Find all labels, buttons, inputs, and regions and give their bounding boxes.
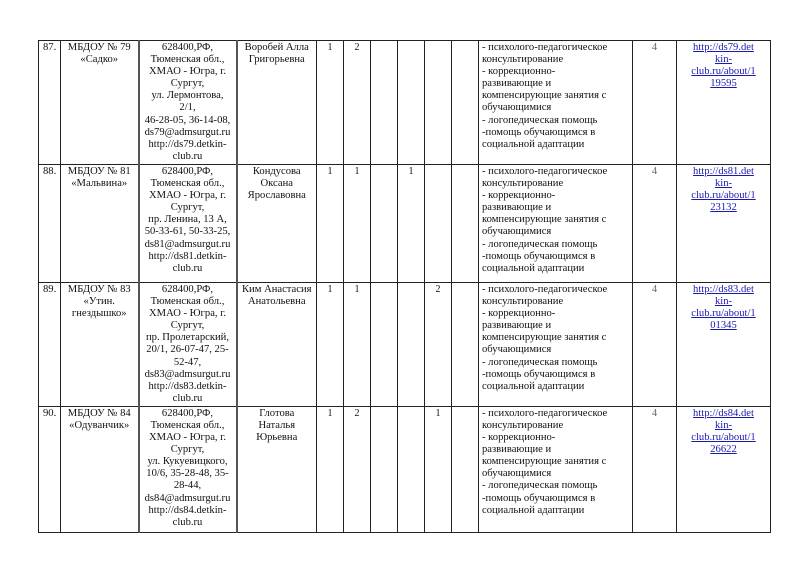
- table-row: [39, 406, 771, 532]
- row-number: 90.: [39, 406, 61, 532]
- count-cell-1: 1: [317, 406, 344, 532]
- count-cell-4: [398, 282, 425, 406]
- institution-address: 628400,РФ, Тюменская обл., ХМАО - Югра, г. Сургут, ул. Кукуевицкого, 10/6, 35-28-48, 35- 28-44, ds84@admsurgut.ru http://ds84.detkin- club.ru: [139, 406, 237, 532]
- link-cell: [677, 282, 771, 406]
- count-cell-5: 2: [425, 282, 452, 406]
- row-number: 89.: [39, 282, 61, 406]
- count-cell-6: [452, 41, 479, 165]
- count-cell-5: 1: [425, 406, 452, 532]
- head-name: Воробей Алла Григорьевна: [237, 41, 317, 165]
- head-name: Глотова Наталья Юрьевна: [237, 406, 317, 532]
- count-cell-4: [398, 41, 425, 165]
- count-cell-3: [371, 164, 398, 282]
- row-number: 87.: [39, 41, 61, 165]
- count-cell-2: 1: [344, 282, 371, 406]
- website-link[interactable]: http://ds79.det kin- club.ru/about/1 19595: [691, 42, 756, 90]
- count-cell-1: 1: [317, 164, 344, 282]
- link-cell: [677, 164, 771, 282]
- count-cell-6: [452, 282, 479, 406]
- head-name: Ким Анастасия Анатольевна: [237, 282, 317, 406]
- count-cell-5: [425, 164, 452, 282]
- services-list: - психолого-педагогическое консультирование - коррекционно- развивающие и компенсирующие занятия с обучающимися - логопедическая помощь -помощь обучающимся в социальной адаптации: [479, 282, 633, 406]
- link-cell: [677, 41, 771, 165]
- services-count: 4: [633, 406, 677, 532]
- count-cell-5: [425, 41, 452, 165]
- row-number: 88.: [39, 164, 61, 282]
- count-cell-6: [452, 406, 479, 532]
- count-cell-2: 2: [344, 406, 371, 532]
- link-cell: [677, 406, 771, 532]
- institution-name: МБДОУ № 83 «Утин. гнездышко»: [61, 282, 139, 406]
- services-count: 4: [633, 164, 677, 282]
- count-cell-6: [452, 164, 479, 282]
- website-link[interactable]: http://ds81.det kin- club.ru/about/1 23132: [691, 165, 756, 214]
- count-cell-3: [371, 282, 398, 406]
- services-list: - психолого-педагогическое консультирование - коррекционно- развивающие и компенсирующие занятия с обучающимися - логопедическая помощь -помощь обучающимся в социальной адаптации: [479, 164, 633, 282]
- count-cell-4: 1: [398, 164, 425, 282]
- count-cell-3: [371, 406, 398, 532]
- table-row: [39, 41, 771, 165]
- count-cell-3: [371, 41, 398, 165]
- institution-address: 628400,РФ, Тюменская обл., ХМАО - Югра, г. Сургут, ул. Лермонтова, 2/1, 46-28-05, 36-14-08, ds79@admsurgut.ru http://ds79.detkin- club.ru: [139, 41, 237, 165]
- head-name: Кондусова Оксана Ярославовна: [237, 164, 317, 282]
- count-cell-4: [398, 406, 425, 532]
- services-list: - психолого-педагогическое консультирование - коррекционно- развивающие и компенсирующие занятия с обучающимися - логопедическая помощь -помощь обучающимся в социальной адаптации: [479, 41, 633, 165]
- count-cell-2: 2: [344, 41, 371, 165]
- institutions-table: [38, 40, 771, 533]
- services-count: 4: [633, 41, 677, 165]
- count-cell-2: 1: [344, 164, 371, 282]
- website-link[interactable]: http://ds83.det kin- club.ru/about/1 01345: [691, 283, 756, 332]
- count-cell-1: 1: [317, 41, 344, 165]
- website-link[interactable]: http://ds84.det kin- club.ru/about/1 26622: [691, 407, 756, 456]
- institution-name: МБДОУ № 84 «Одуванчик»: [61, 406, 139, 532]
- services-count: 4: [633, 282, 677, 406]
- institution-address: 628400,РФ, Тюменская обл., ХМАО - Югра, г. Сургут, пр. Ленина, 13 А, 50-33-61, 50-33-25, ds81@admsurgut.ru http://ds81.detkin- club.ru: [139, 164, 237, 282]
- table-row: [39, 282, 771, 406]
- count-cell-1: 1: [317, 282, 344, 406]
- institution-name: МБДОУ № 79 «Садко»: [61, 41, 139, 165]
- table-row: [39, 164, 771, 282]
- institution-address: 628400,РФ, Тюменская обл., ХМАО - Югра, г. Сургут, пр. Пролетарский, 20/1, 26-07-47, 25- 52-47, ds83@admsurgut.ru http://ds83.detkin- club.ru: [139, 282, 237, 406]
- services-list: - психолого-педагогическое консультирование - коррекционно- развивающие и компенсирующие занятия с обучающимися - логопедическая помощь -помощь обучающимся в социальной адаптации: [479, 406, 633, 532]
- institution-name: МБДОУ № 81 «Мальвина»: [61, 164, 139, 282]
